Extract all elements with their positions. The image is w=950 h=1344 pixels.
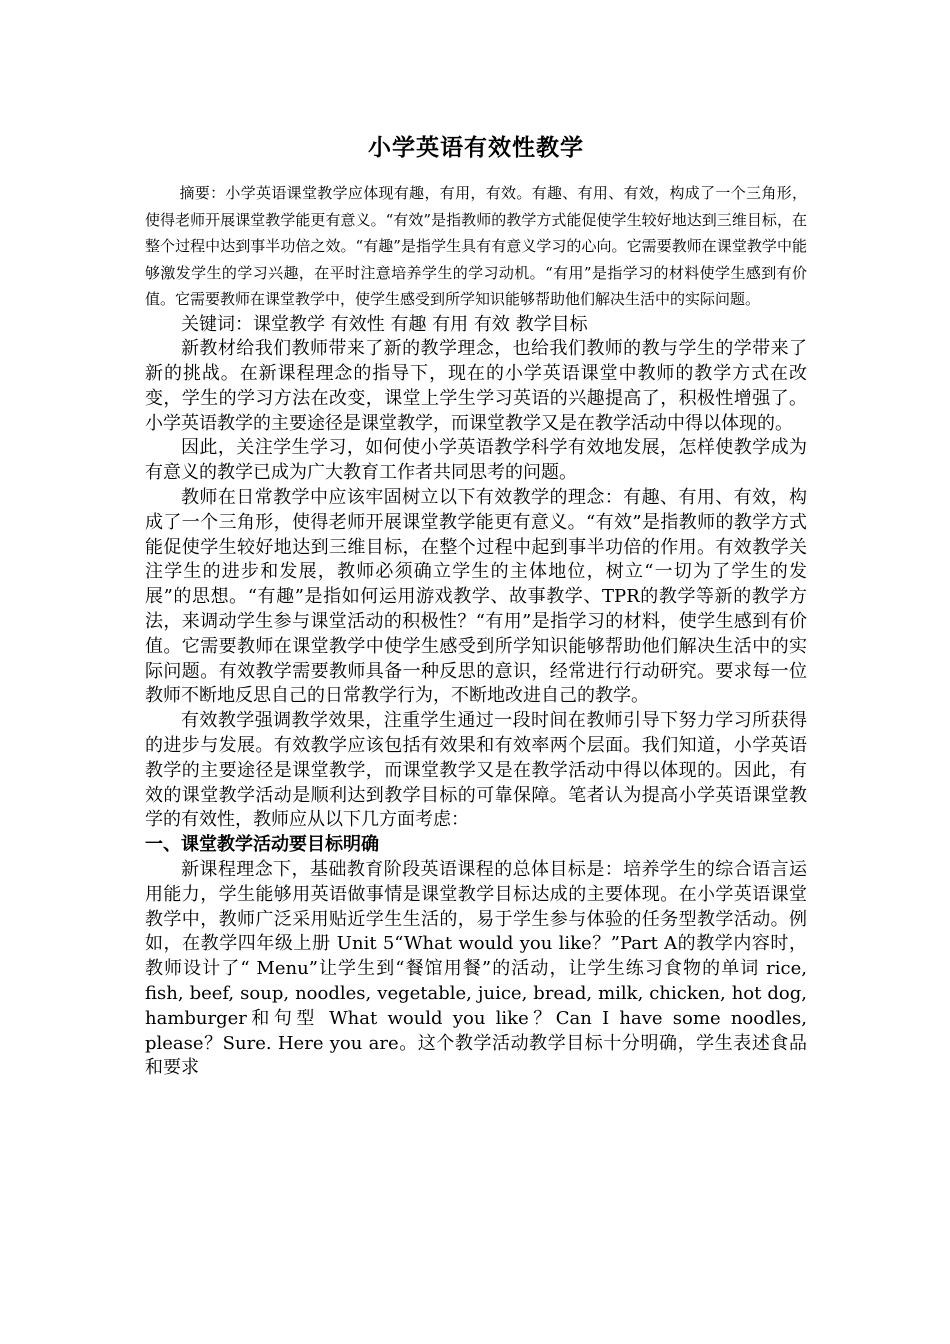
body-paragraph-1: 新教材给我们教师带来了新的教学理念，也给我们教师的教与学生的学带来了新的挑战。在新课程理念的指导下，现在的小学英语课堂中教师的教学方式在改变，学生的学习方法在改变，课堂上学生学习英语的兴趣提高了，积极性增强了。小学英语教学的主要途径是课堂教学，而课堂教学又是在教学活动中得以体现的。 <box>145 338 807 434</box>
section-heading-1: 一、课堂教学活动要目标明确 <box>145 834 379 856</box>
keywords-line: 关键词：课堂教学 有效性 有趣 有用 有效 教学目标 <box>181 313 588 335</box>
body-paragraph-2: 因此，关注学生学习，如何使小学英语教学科学有效地发展，怎样使教学成为有意义的教学已成为广大教育工作者共同思考的问题。 <box>145 437 807 484</box>
section-1-paragraph: 新课程理念下，基础教育阶段英语课程的总体目标是：培养学生的综合语言运用能力，学生能够用英语做事情是课堂教学目标达成的主要体现。在小学英语课堂教学中，教师广泛采用贴近学生生活的，易于学生参与体验的任务型教学活动。例如，在教学四年级上册 Unit 5“What would you like？”Part A的教学内容时，教师设计了“ Menu”让学生到“餐馆用餐”的活动，让学生练习食物的单词 rice, fish, beef, soup, noodles, vegetable, juice, bread, milk, chicken, hot dog, hamburger和句型 What would you like？Can I have some noodles, please？Sure. Here you are。这个教学活动教学目标十分明确，学生表述食品和要求 <box>145 859 807 1079</box>
document-title: 小学英语有效性教学 <box>368 134 584 161</box>
body-paragraph-3: 教师在日常教学中应该牢固树立以下有效教学的理念：有趣、有用、有效，构成了一个三角形，使得老师开展课堂教学能更有意义。“有效”是指教师的教学方式能促使学生较好地达到三维目标，在整个过程中起到事半功倍的作用。有效教学关注学生的进步和发展，教师必须确立学生的主体地位，树立“一切为了学生的发展”的思想。“有趣”是指如何运用游戏教学、故事教学、TPR的教学等新的教学方法，来调动学生参与课堂活动的积极性？“有用”是指学习的材料，使学生感到有价值。它需要教师在课堂教学中使学生感受到所学知识能够帮助他们解决生活中的实际问题。有效教学需要教师具备一种反思的意识，经常进行行动研究。要求每一位教师不断地反思自己的日常教学行为，不断地改进自己的教学。 <box>145 487 807 707</box>
body-paragraph-4: 有效教学强调教学效果，注重学生通过一段时间在教师引导下努力学习所获得的进步与发展。有效教学应该包括有效果和有效率两个层面。我们知道，小学英语教学的主要途径是课堂教学，而课堂教学又是在教学活动中得以体现的。因此，有效的课堂教学活动是顺利达到教学目标的可靠保障。笔者认为提高小学英语课堂教学的有效性，教师应从以下几方面考虑： <box>145 710 807 831</box>
abstract-paragraph: 摘要：小学英语课堂教学应体现有趣，有用，有效。有趣、有用、有效，构成了一个三角形，使得老师开展课堂教学能更有意义。“有效”是指教师的教学方式能促使学生较好地达到三维目标，在整个过程中达到事半功倍之效。“有趣”是指学生具有有意义学习的心向。它需要教师在课堂教学中能够激发学生的学习兴趣，在平时注意培养学生的学习动机。“有用”是指学习的材料使学生感到有价值。它需要教师在课堂教学中，使学生感受到所学知识能够帮助他们解决生活中的实际问题。 <box>145 184 807 308</box>
document-body <box>145 128 807 1081</box>
